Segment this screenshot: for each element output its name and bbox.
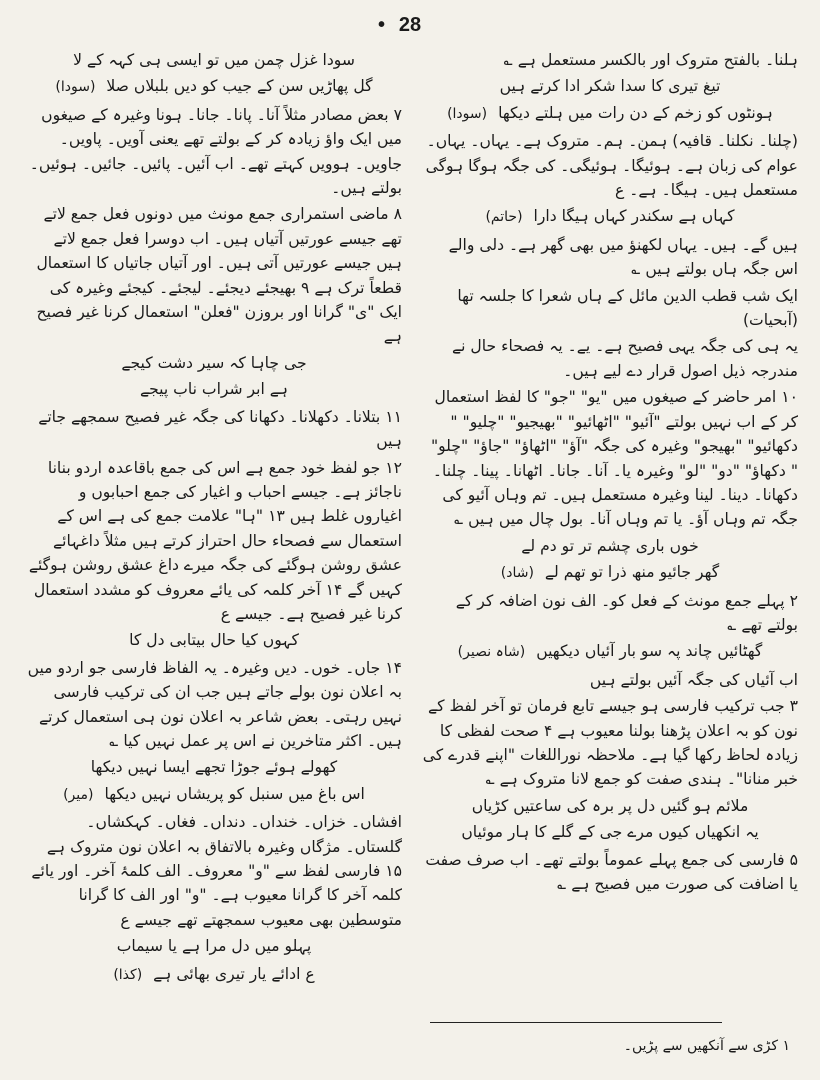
verse-10-line-1: پہلو میں دل مرا ہے یا سیماب [116,937,312,956]
page-number-value: 28 [398,14,422,36]
entry-chalna: (چلنا۔ نکلنا۔ قافیہ) ہمن۔ ہم۔ متروک ہے۔ یہاں۔ یہاں۔ عوام کی زبان ہے۔ ہوئیگا۔ ہوئیگی۔ کی جگہ ہوگا ہوگی مستعمل ہیں۔ ہیگا۔ ہے۔ ع [425,132,798,200]
prose-fusaha: یہ ہی کی جگہ یہی فصیح ہے۔ یے۔ یہ فصحاء حال نے مندرجہ ذیل اصول قرار دے لیے ہیں۔ [452,337,798,380]
page-marker: • [378,14,386,36]
verse-3-attribution: (شاد) [500,565,534,582]
note-2: ۲ پہلے جمع مونث کے فعل کو۔ الف نون اضافہ کر کے بولتے تھے ؎ [455,591,798,634]
verse-2-line-1: کہاں ہے سکندر کہاں ہیگا دارا [533,207,735,226]
verse-7-line-2: ہے ابر شراب ناب پیجے [139,380,289,399]
verse-2-line-1-wrap [422,204,798,229]
verse-7 [26,351,402,402]
entry-hain-ge: ہیں گے۔ ہیں۔ یہاں لکھنؤ میں بھی گھر ہے۔ دلی والے اس جگہ ہاں بولتے ہیں ؎ [448,235,798,279]
verse-4-attribution: (شاہ نصیر) [457,644,526,661]
note-10: ۱۰ امر حاضر کے صیغوں میں "یو" "جو" کا لفظ استعمال کر کے اب نہیں بولتے "آئیو" "اٹھائیو" "بھیجیو" "چلیو" " دکھائیو" "بھیجو" وغیرہ کی جگہ "آؤ" "اٹھاؤ" "جاؤ" "چلو" " دکھاؤ" "دو" "لو" وغیرہ یا۔ آنا۔ جانا۔ اٹھانا۔ پینا۔ چلنا۔ دکھانا۔ دینا۔ لینا وغیرہ مستعمل ہیں۔ تم وہاں آئیو کی جگہ تم وہاں آؤ۔ یا تم وہاں آنا۔ بول چال میں ہیں ؎ [430,388,798,529]
verse-9-line-2: اس باغ میں سنبل کو پریشاں نہیں دیکھا [104,784,365,803]
verse-6 [26,48,402,100]
verse-3-line-2-wrap [422,560,798,585]
verse-6-line-2-wrap [26,74,402,99]
footnote: ۱ کڑی سے آنکھیں سے پڑیں۔ [623,1038,790,1054]
note-15: افشاں۔ خزاں۔ خنداں۔ دنداں۔ فغاں۔ کہکشاں۔ گلستاں۔ مژگاں وغیرہ بالاتفاق بہ اعلان نون متروک ہے ۱۵ فارسی لفظ سے "و" معروف۔ الف کلمۂ آخر۔ اور یائے کلمہ آخر کا گرانا معیوب ہے۔ "و" اور الف کا گرانا متوسطین بھی معیوب سمجھتے تھے جیسے ع [31,813,402,929]
verse-4-line-1: گھٹائیں چاند پہ سو بار آئیاں دیکھیں [536,642,763,661]
verse-11 [26,962,402,987]
verse-9-line-2-wrap [26,782,402,807]
note-11: ۱۱ بتلانا۔ دکھلانا۔ دکھانا کی جگہ غیر فصیح سمجھے جاتے ہیں [38,407,402,451]
verse-11-line-1-wrap [26,962,402,987]
verse-8 [26,628,402,652]
verse-3-line-2: گھر جائیو منھ ذرا تو تھم لے [544,563,720,582]
verse-2-attribution: (حاتم) [485,209,523,226]
verse-5 [422,794,798,845]
note-7: ۷ بعض مصادر مثلاً آنا۔ پانا۔ جانا۔ ہونا وغیرہ کے صیغوں میں ایک واؤ زیادہ کر کے بولتے تھے یعنی آویں۔ پاویں۔ جاویں۔ ہوویں کہتے تھے۔ اب آئیں۔ پائیں۔ جائیں۔ ہوئیں۔ بولتے ہیں۔ [29,105,402,198]
verse-1-attribution: (سودا) [447,105,488,122]
verse-1-line-2: ہونٹوں کو زخم کے دن رات میں ہلتے دیکھا [498,103,773,122]
note-12: ۱۲ جو لفظ خود جمع ہے اس کی جمع باقاعدہ اردو بنانا ناجائز ہے۔ جیسے احباب و اغیار کی جمع احبابوں و اغیاروں غلط ہیں ۱۳ "ہا" علامت جمع کی ہے اس کے استعمال سے فصحاء حال احتراز کرتے ہیں مثلاً داغہائے عشق روشن ہوگئے کی جگہ میرے داغ عشق روشن ہوگئے کہیں گے ۱۴ آخر کلمہ کی یائے معروف کو مشدد استعمال کرنا غیر فصیح ہے۔ جیسے ع [28,458,402,623]
note-14: ۱۴ جاں۔ خوں۔ دیں وغیرہ۔ یہ الفاظ فارسی جو اردو میں بہ اعلان نون بولے جاتے ہیں جب ان کی ترکیب فارسی نہیں رہتی۔ بعض شاعر بہ اعلان نون ہی استعمال کرتے ہیں۔ اکثر متاخرین نے اس پر عمل نہیں کیا ؎ [27,658,402,750]
verse-1 [422,74,798,126]
verse-4 [422,639,798,664]
prose-majlis: ایک شب قطب الدین مائل کے ہاں شعرا کا جلسہ تھا (آبحیات) [457,286,798,330]
right-column [422,48,798,1068]
note-5: ۵ فارسی کی جمع پہلے عموماً بولتے تھے۔ اب صرف صفت یا اضافت کی صورت میں فصیح ہے ؎ [425,850,798,893]
verse-3 [422,534,798,586]
prose-ab: اب آئیاں کی جگہ آئیں بولتے ہیں [589,670,798,689]
verse-4-line-1-wrap [422,639,798,664]
verse-9-attribution: (میر) [63,786,94,803]
note-3: ۳ جب ترکیب فارسی ہو جیسے تابع فرمان تو آخر لفظ کے نون کو بہ اعلان پڑھنا بولنا معیوب ہے ۴ صحت لفظی کا زیادہ لحاظ رکھا گیا ہے۔ ملاحظہ نوراللغات "اپنے قدرے کی خبر منانا"۔ ہندی صفت کو جمع لانا متروک ہے ؎ [422,697,798,789]
verse-9-line-1: کھولے ہوئے جوڑا تجھے ایسا نہیں دیکھا [90,758,338,777]
verse-5-line-2: یہ انکھیاں کیوں مرے جی کے گلے کا ہار موئیاں [461,823,759,842]
verse-5-line-1: ملائم ہو گئیں دل پر برہ کی ساعتیں کڑیاں [471,796,749,815]
verse-10 [26,934,402,958]
entry-hilna: ہلنا۔ بالفتح متروک اور بالکسر مستعمل ہے ؎ [503,51,798,69]
page-number [0,14,820,37]
verse-6-line-2: گل پھاڑیں سن کے جیب کو دیں بلبلاں صلا [106,77,373,96]
verse-11-attribution: (کذا) [113,966,143,983]
verse-6-line-1: سودا غزل چمن میں تو ایسی ہی کہہ کے لا [73,51,355,69]
verse-7-line-1: جی چاہا کہ سیر دشت کیجے [121,353,307,372]
footnote-divider [430,1022,722,1023]
verse-3-line-1: خوں باری چشم تر تو دم لے [521,536,699,555]
verse-9 [26,755,402,807]
verse-1-line-1: تیغ تیری کا سدا شکر ادا کرتے ہیں [499,77,721,96]
verse-8-line-1: کہوں کیا حال بیتابی دل کا [129,631,299,650]
verse-1-line-2-wrap [422,101,798,126]
verse-11-line-1: ع ادائے یار تیری بھائی ہے [153,964,315,983]
note-8: ۸ ماضی استمراری جمع مونث میں دونوں فعل جمع لاتے تھے جیسے عورتیں آتیاں ہیں۔ اب دوسرا فعل جمع لاتے ہیں جیسے عورتیں آتی ہیں۔ اور آتیاں جاتیاں کا استعمال قطعاً ترک ہے ۹ بھیجئے دیجئے۔ لیجئے۔ کیجئے وغیرہ کی ایک "ی" گرانا اور بروزن "فعلن" استعمال کرنا غیر فصیح ہے [36,205,402,346]
left-column [26,48,402,1068]
verse-6-attribution: (سودا) [55,79,96,96]
verse-2 [422,204,798,229]
